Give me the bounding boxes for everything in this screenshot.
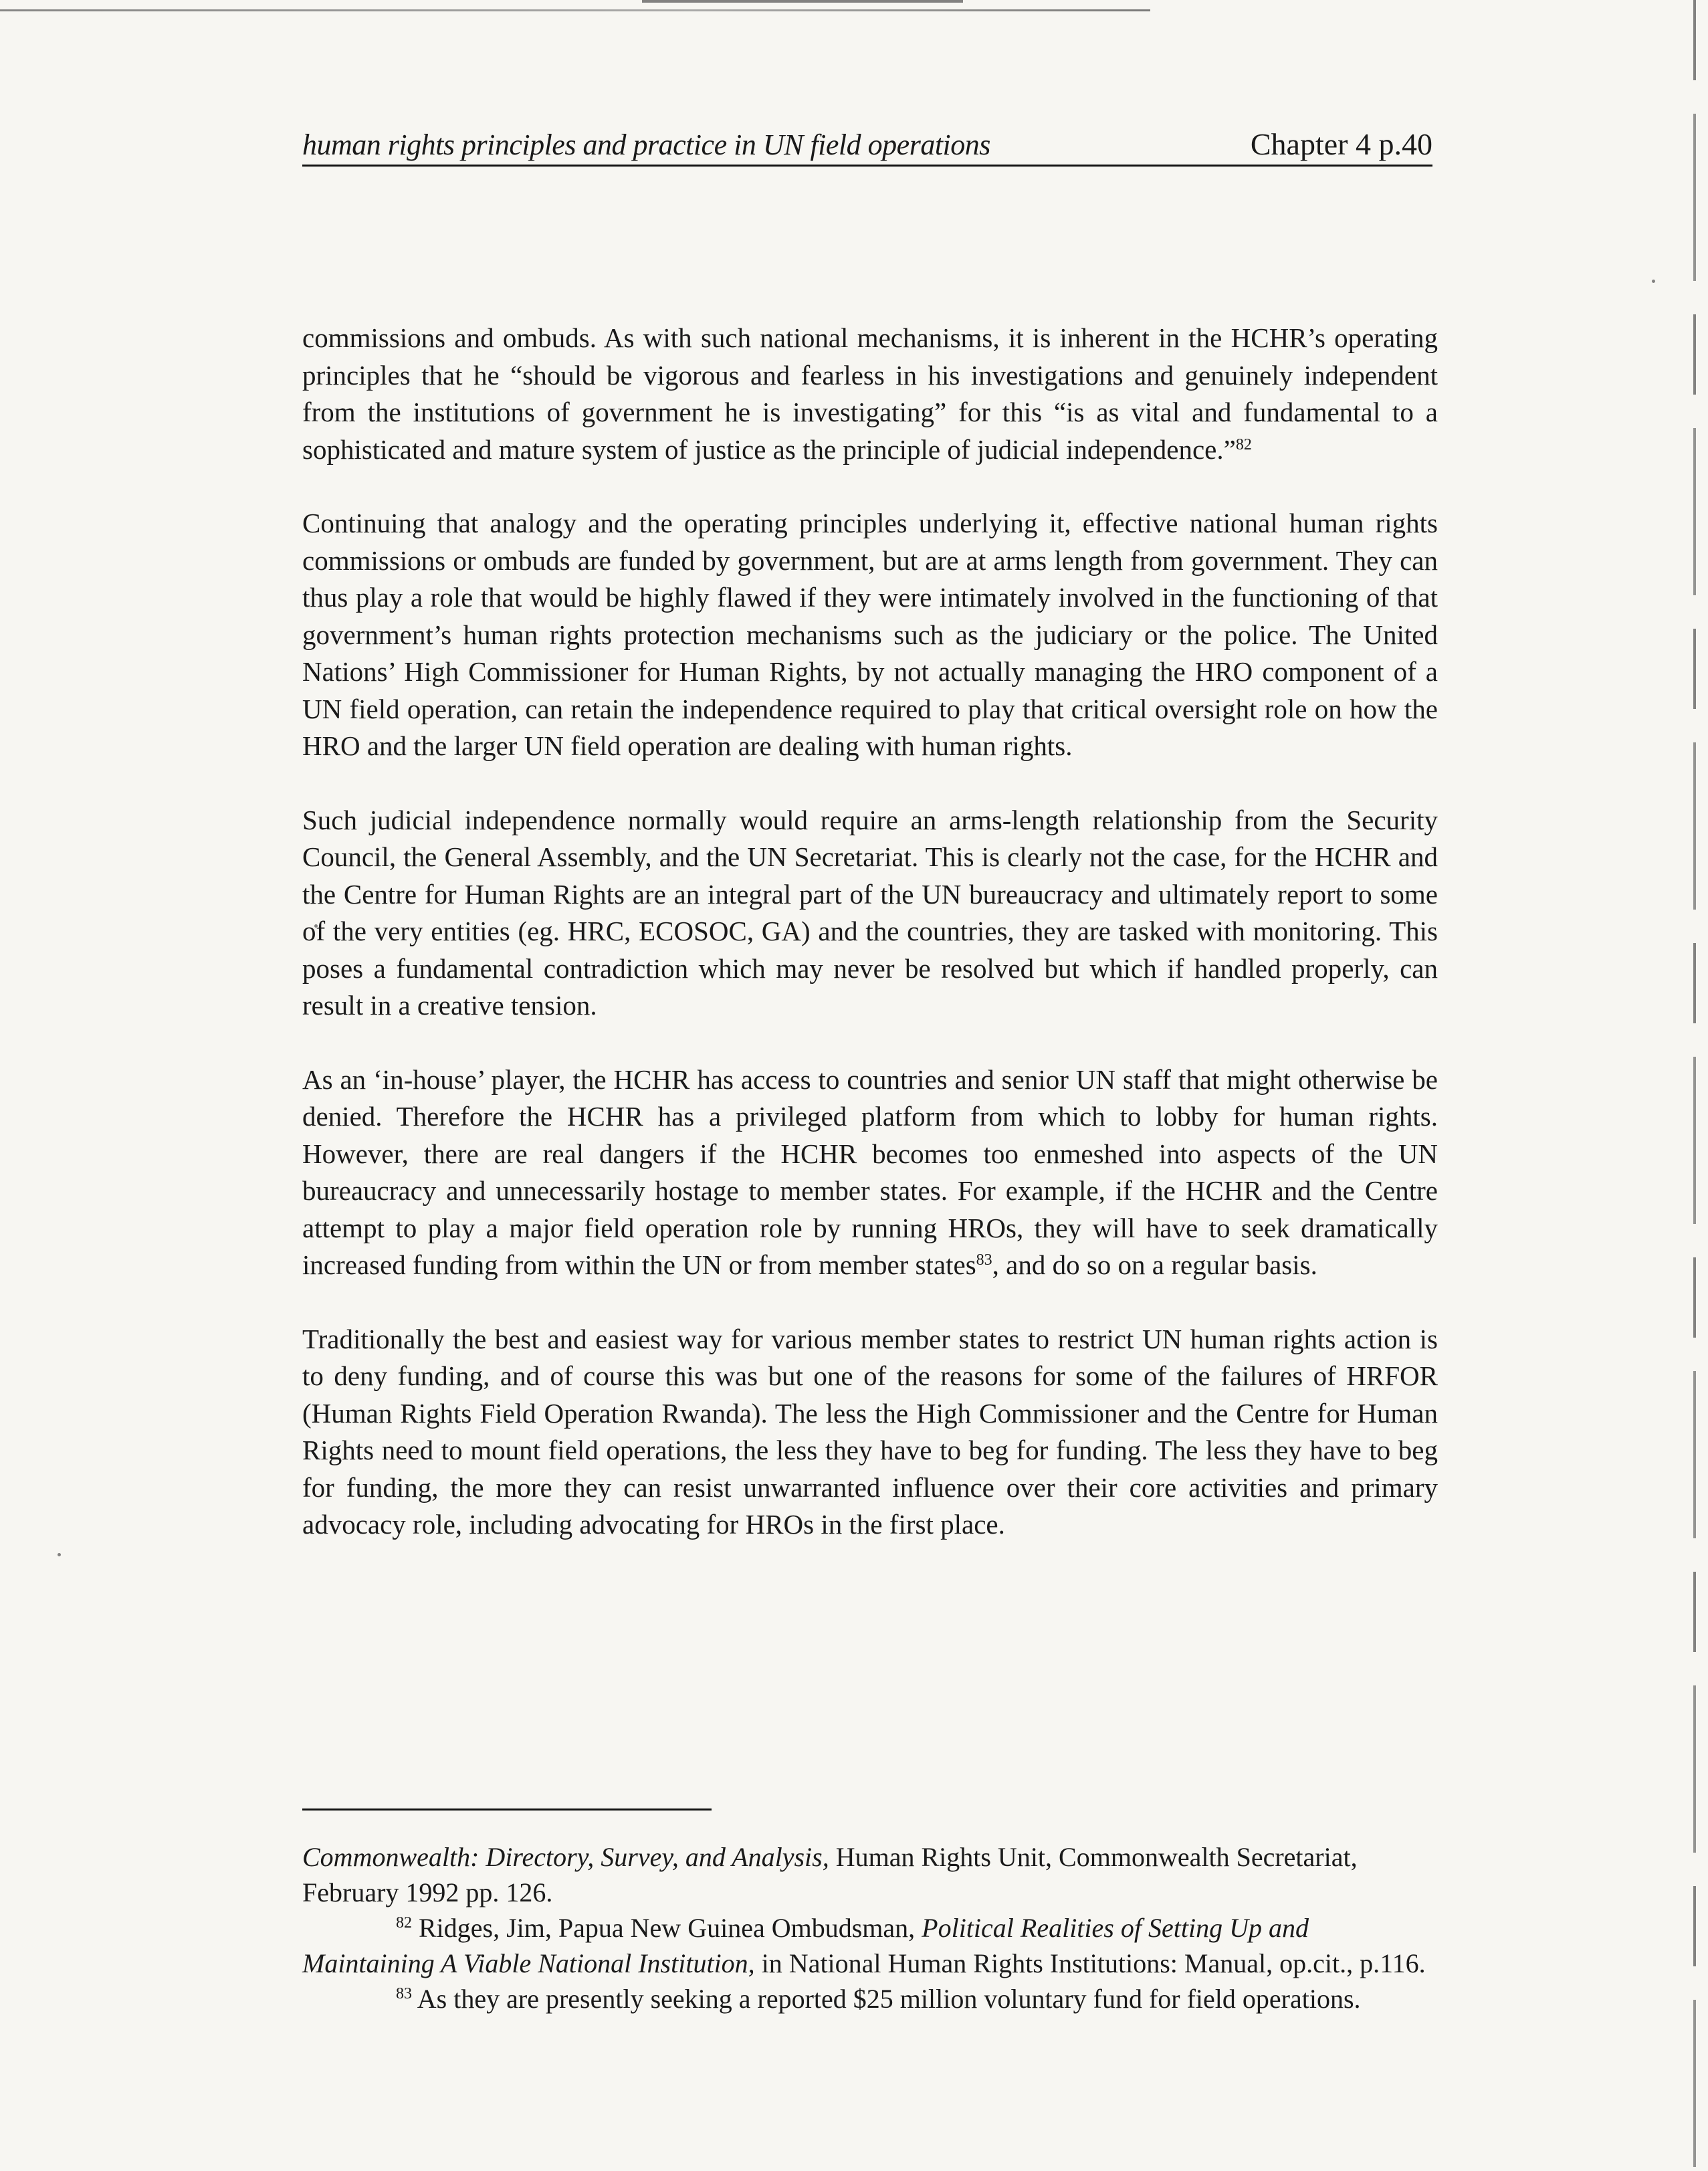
running-title: human rights principles and practice in UN field operations — [302, 128, 990, 161]
scan-edge-right — [1693, 0, 1696, 2171]
footnote-separator — [302, 1808, 712, 1811]
scan-speck — [58, 1553, 61, 1556]
footnotes — [302, 1839, 1430, 2017]
paragraph: Continuing that analogy and the operating principles underlying it, effective national human rights commissions or ombuds are funded by government, but are at arms length from government. They can thus play a role that would be highly flawed if they were intimately involved in the functioning of that government’s human rights protection mechanisms such as the judiciary or the police. The United Nations’ High Commissioner for Human Rights, by not actually managing the HRO component of a UN field operation, can retain the independence required to play that critical oversight role on how the HRO and the larger UN field operation are dealing with human rights. — [302, 508, 1438, 761]
footnote-marker: 83 — [396, 1985, 412, 2002]
footnote-ref: 82 — [1235, 435, 1252, 453]
scan-edge-mark — [642, 0, 963, 3]
paragraph: Such judicial independence normally would require an arms-length relationship from the Security Council, the General Assembly, and the UN Secretariat. This is clearly not the case, for the HCHR and the Centre for Human Rights are an integral part of the UN bureaucracy and ultimately report to some of the very entities (eg. HRC, ECOSOC, GA) and the countries, they are tasked with monitoring. This poses a fundamental contradiction which may never be resolved but which if handled properly, can result in a creative tension. — [302, 804, 1438, 1021]
body-text — [302, 320, 1438, 1580]
paragraph: As an ‘in-house’ player, the HCHR has access to countries and senior UN staff that might otherwise be denied. Therefore the HCHR has a privileged platform from which to lobby for human rights. However, there are real dangers if the HCHR becomes too enmeshed into aspects of the UN bureaucracy and unnecessarily hostage to member states. For example, if the HCHR and the Centre attempt to play a major field operation role by running HROs, they will have to seek dramatically increased funding from within the UN or from member states$^{83}$, and do so on a regular basis. — [302, 1063, 1438, 1280]
scan-speck — [1652, 280, 1655, 283]
footnote-marker: 82 — [396, 1914, 412, 1932]
chapter-page-number: Chapter 4 p.40 — [1250, 127, 1432, 161]
paragraph: commissions and ombuds. As with such national mechanisms, it is inherent in the HCHR’s operating principles that he “should be vigorous and fearless in his investigations and genuinely independent from the institutions of government he is investigating” for this “is as vital and fundamental to a sophisticated and mature system of justice as the principle of judicial independence.”$^{82}$ — [302, 322, 1438, 465]
footnote-82: $^{82}$ Ridges, Jim, Papua New Guinea Ombudsman, Political Realities of Setting Up and Maintaining A Viable National Institution, in National Human Rights Institutions: Manual, op.cit., p.116. — [302, 1913, 1426, 1978]
running-header — [302, 124, 1432, 167]
footnote-81-continued: Commonwealth: Directory, Survey, and Analysis, Human Rights Unit, Commonwealth Secretariat, February 1992 pp. 126. — [302, 1842, 1358, 1907]
footnote-ref: 83 — [976, 1251, 992, 1269]
footnote-83: $^{83}$ As they are presently seeking a reported $25 million voluntary fund for field operations. — [396, 1984, 1361, 2014]
paragraph: Traditionally the best and easiest way for various member states to restrict UN human rights action is to deny funding, and of course this was but one of the reasons for some of the failures of HRFOR (Human Rights Field Operation Rwanda). The less the High Commissioner and the Centre for Human Rights need to mount field operations, the less they have to beg for funding. The less they have to beg for funding, the more they can resist unwarranted influence over their core activities and primary advocacy role, including advocating for HROs in the first place. — [302, 1323, 1438, 1540]
scan-edge-top — [0, 9, 1150, 11]
